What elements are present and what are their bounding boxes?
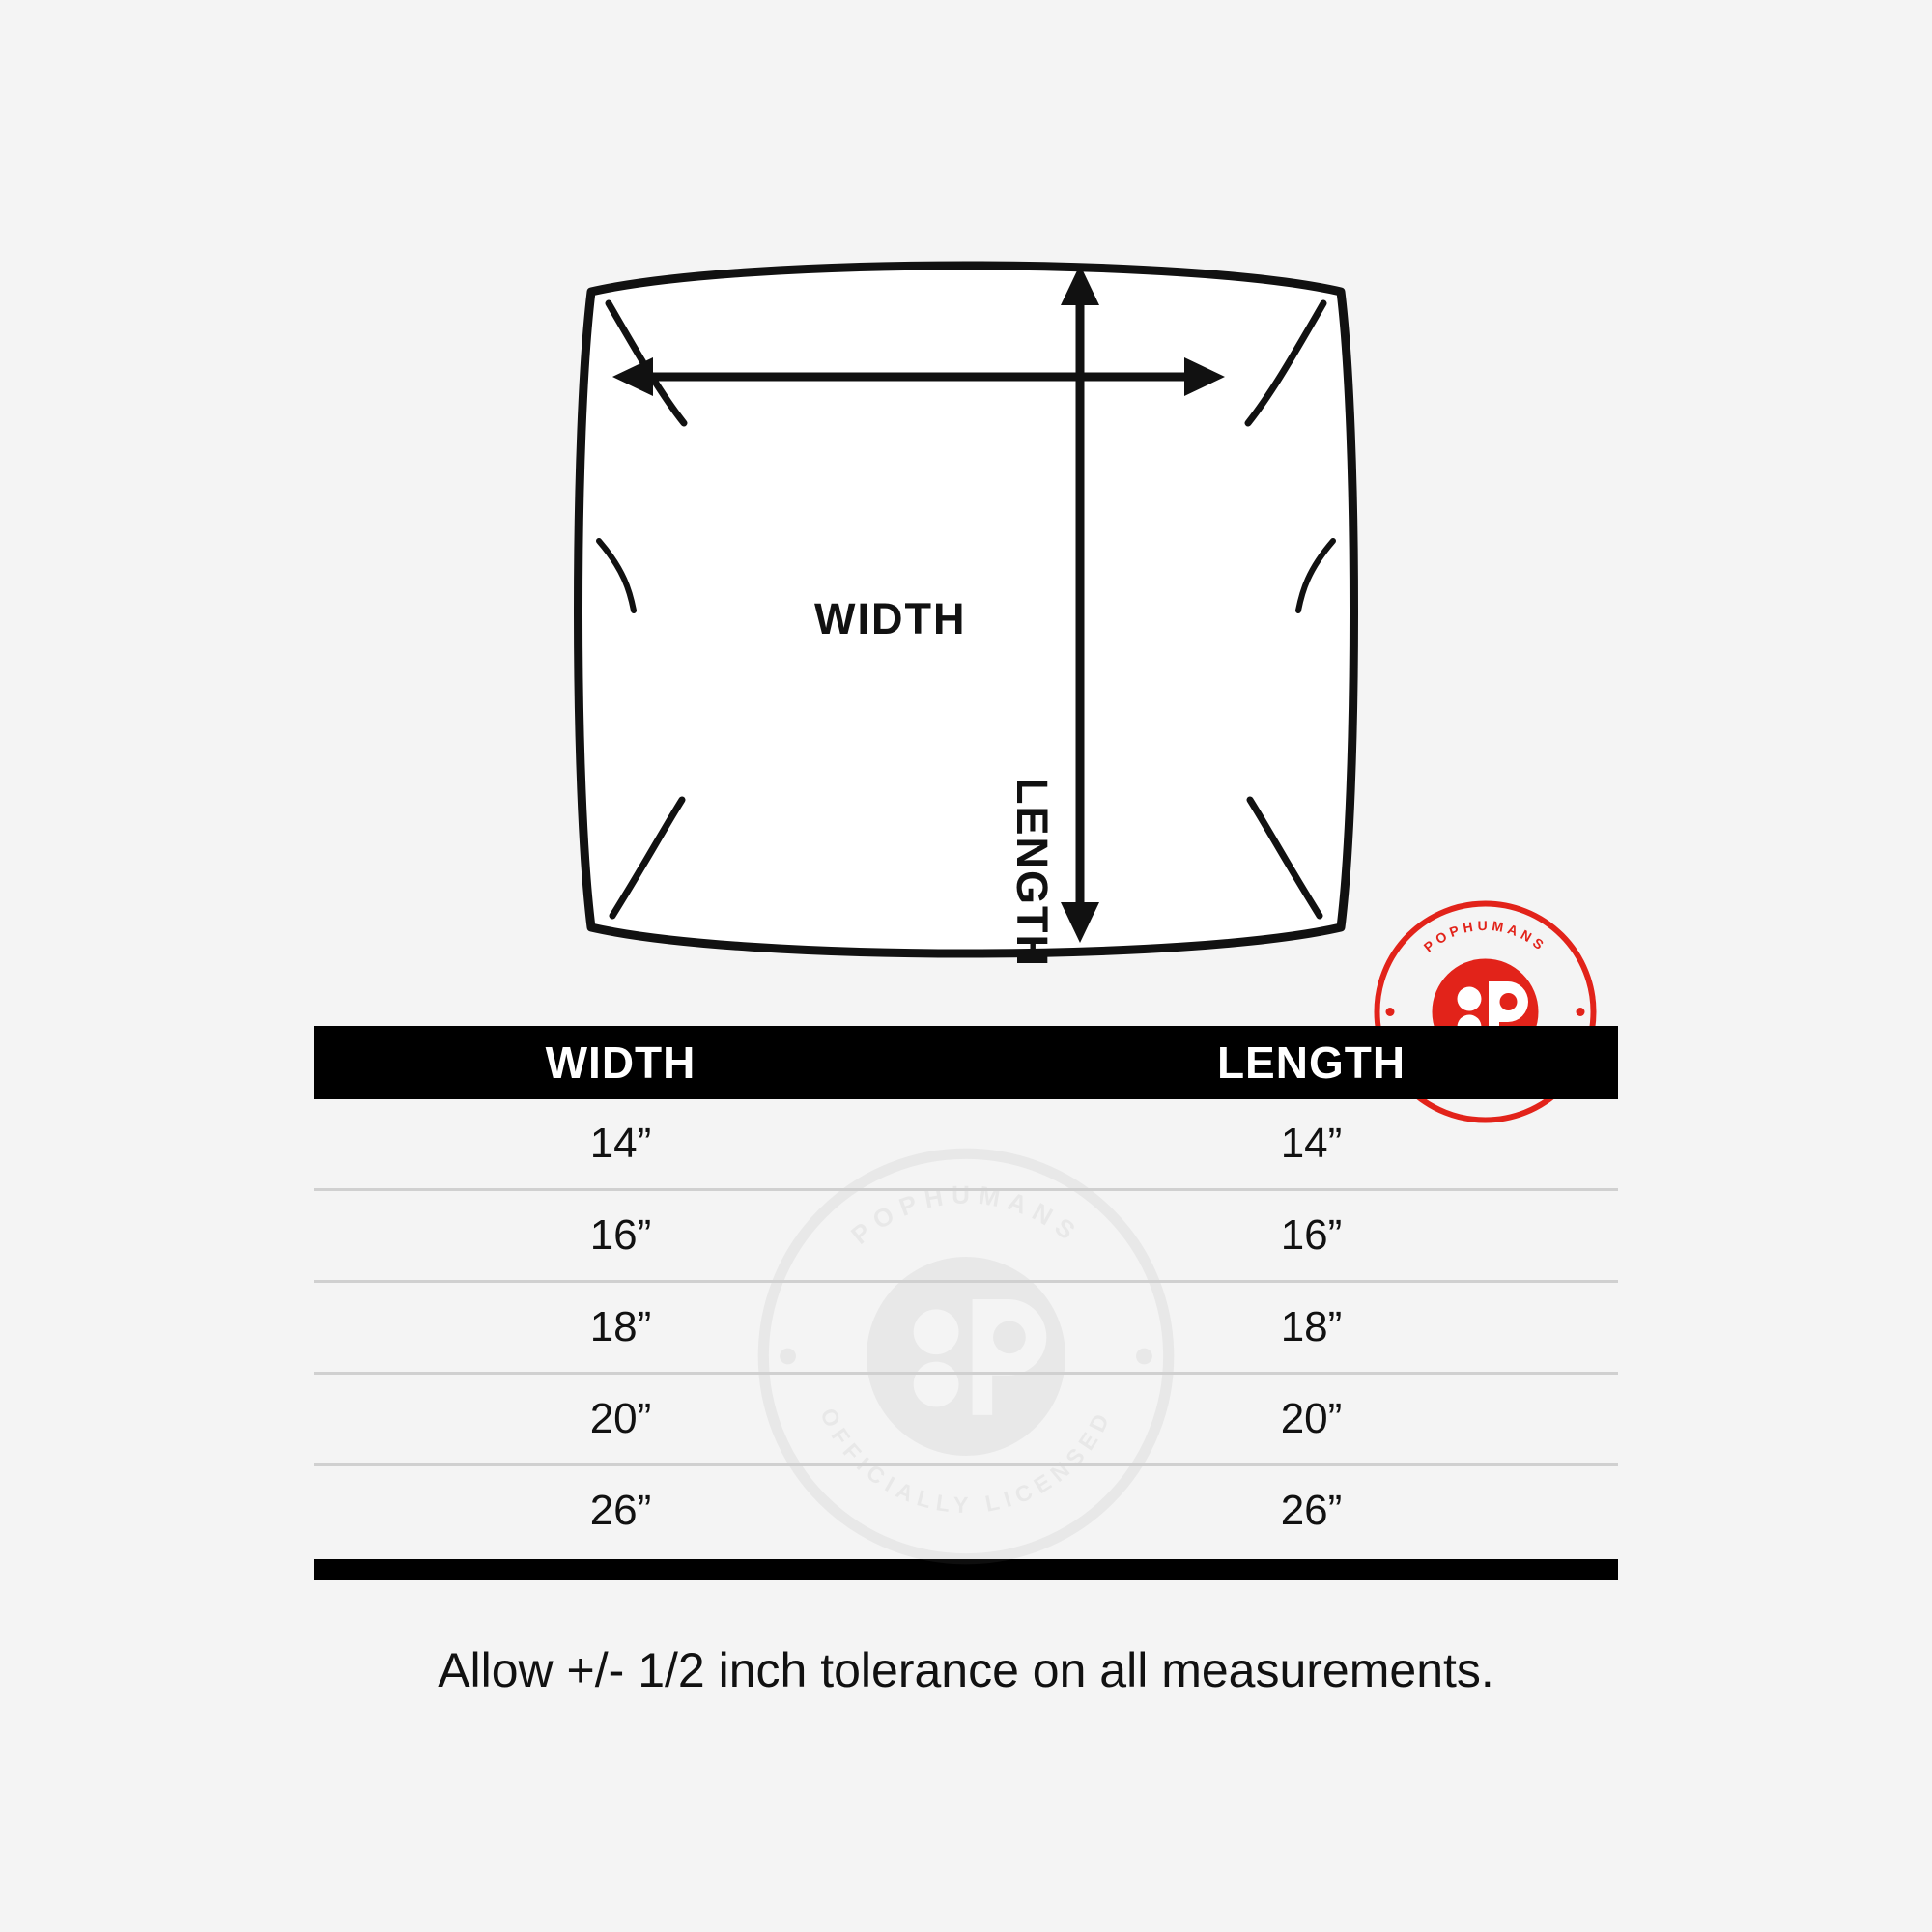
width-dimension-label: WIDTH: [814, 594, 967, 643]
cell-length: 18”: [1280, 1303, 1343, 1350]
cell-length: 14”: [1280, 1120, 1343, 1167]
pillow-diagram: [0, 222, 1932, 985]
svg-text:OFFICIALLY LICENSED: OFFICIALLY LICENSED: [815, 1404, 1117, 1519]
table-body: [314, 1099, 1618, 1555]
table-row: [314, 1099, 1618, 1191]
table-footer-bar: [314, 1559, 1618, 1580]
table-header-width: WIDTH: [545, 1037, 696, 1088]
length-dimension-label: LENGTH: [1008, 778, 1057, 968]
cell-length: 20”: [1280, 1395, 1343, 1442]
cell-width: 18”: [589, 1303, 652, 1350]
table-row: [314, 1283, 1618, 1375]
table-header-row: [314, 1026, 1618, 1099]
cell-width: 20”: [589, 1395, 652, 1442]
table-row: [314, 1191, 1618, 1283]
cell-length: 26”: [1280, 1487, 1343, 1534]
svg-text:POPHUMANS: POPHUMANS: [1420, 917, 1550, 955]
table-row: [314, 1375, 1618, 1466]
cell-length: 16”: [1280, 1211, 1343, 1259]
size-table: [314, 1026, 1618, 1580]
table-row: [314, 1466, 1618, 1555]
table-header-length: LENGTH: [1216, 1037, 1406, 1088]
svg-text:POPHUMANS: POPHUMANS: [845, 1179, 1087, 1250]
cell-width: 14”: [589, 1120, 652, 1167]
tolerance-note: Allow +/- 1/2 inch tolerance on all measurements.: [438, 1643, 1494, 1697]
cell-width: 16”: [589, 1211, 652, 1259]
cell-width: 26”: [589, 1487, 652, 1534]
